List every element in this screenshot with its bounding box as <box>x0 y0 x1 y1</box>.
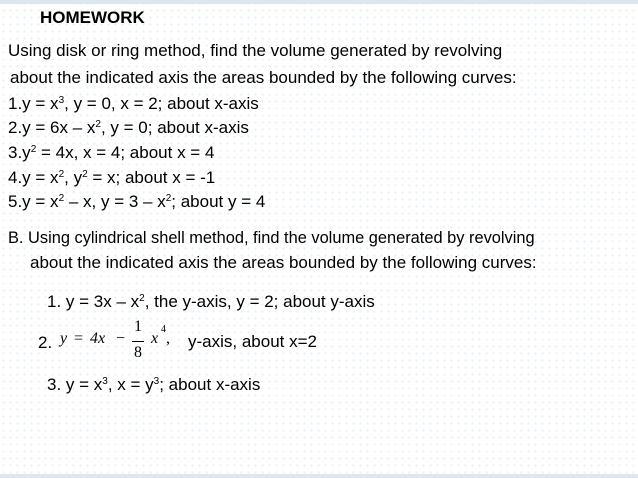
part-b-item-2-text: y-axis, about x=2 <box>188 332 317 351</box>
item-text: , y = 0; about x-axis <box>100 118 249 137</box>
item-text: = 4x, x = 4; about x = 4 <box>36 143 215 162</box>
item-exponent: 2 <box>58 193 65 204</box>
part-b-item-3 <box>47 375 260 395</box>
item-exponent: 3 <box>153 376 160 387</box>
part-a-item-5 <box>8 192 265 212</box>
part-a-intro-line2: about the indicated axis the areas bounded by the following curves: <box>10 68 517 87</box>
item-exponent: 2 <box>30 144 37 155</box>
part-b-intro-line1: B. Using cylindrical shell method, find the volume generated by revolving <box>8 229 535 247</box>
item-text: ; about y = 4 <box>171 192 266 211</box>
part-a-item-4 <box>8 168 215 188</box>
fraction-denominator: 8 <box>134 344 142 361</box>
item-text: 3.y <box>8 143 31 162</box>
item-exponent: 2 <box>58 169 65 180</box>
item-text: ; about x-axis <box>159 375 261 394</box>
top-border <box>0 0 638 4</box>
formula-lhs: y <box>60 330 68 347</box>
fraction-bar <box>132 341 144 342</box>
item-text: , x = y <box>107 375 154 394</box>
item-text: 4.y = x <box>8 168 59 187</box>
item-exponent: 3 <box>102 376 108 387</box>
item-text: – x, y = 3 – x <box>64 192 166 211</box>
part-b-item-1 <box>47 292 375 312</box>
part-b-intro-line2: about the indicated axis the areas bounded by the following curves: <box>30 253 537 272</box>
formula-minus: − <box>116 330 126 347</box>
item-text: , the y-axis, y = 2; about y-axis <box>144 292 375 311</box>
item-exponent: 2 <box>82 169 88 180</box>
bottom-border <box>0 474 638 478</box>
part-a-intro-line1: Using disk or ring method, find the volume generated by revolving <box>8 41 503 60</box>
item-text: , y <box>64 168 83 187</box>
formula-term: 4x <box>90 330 106 347</box>
item-text: 5.y = x <box>8 192 59 211</box>
item-text: , y = 0, x = 2; about x-axis <box>64 94 259 113</box>
part-a-item-2 <box>8 118 249 138</box>
formula-variable: x <box>151 330 159 347</box>
item-text: 1. y = 3x – x <box>47 292 140 311</box>
math-formula <box>60 318 172 364</box>
item-text: 2.y = 6x – x <box>8 118 96 137</box>
part-a-item-3 <box>8 143 214 163</box>
item-exponent: 3 <box>58 95 65 106</box>
part-a-item-1 <box>8 94 259 114</box>
formula-equals: = <box>74 330 84 347</box>
item-exponent: 2 <box>165 193 172 204</box>
part-b-item-2-number: 2. <box>38 333 53 352</box>
item-text: 3. y = x <box>47 375 103 394</box>
formula-exponent: 4 <box>161 324 166 335</box>
item-exponent: 2 <box>95 119 101 130</box>
item-text: = x; about x = -1 <box>87 168 216 187</box>
item-text: 1.y = x <box>8 94 59 113</box>
formula-comma: , <box>166 330 170 347</box>
fraction-numerator: 1 <box>134 318 142 335</box>
homework-title: HOMEWORK <box>40 8 145 27</box>
item-exponent: 2 <box>139 293 145 304</box>
